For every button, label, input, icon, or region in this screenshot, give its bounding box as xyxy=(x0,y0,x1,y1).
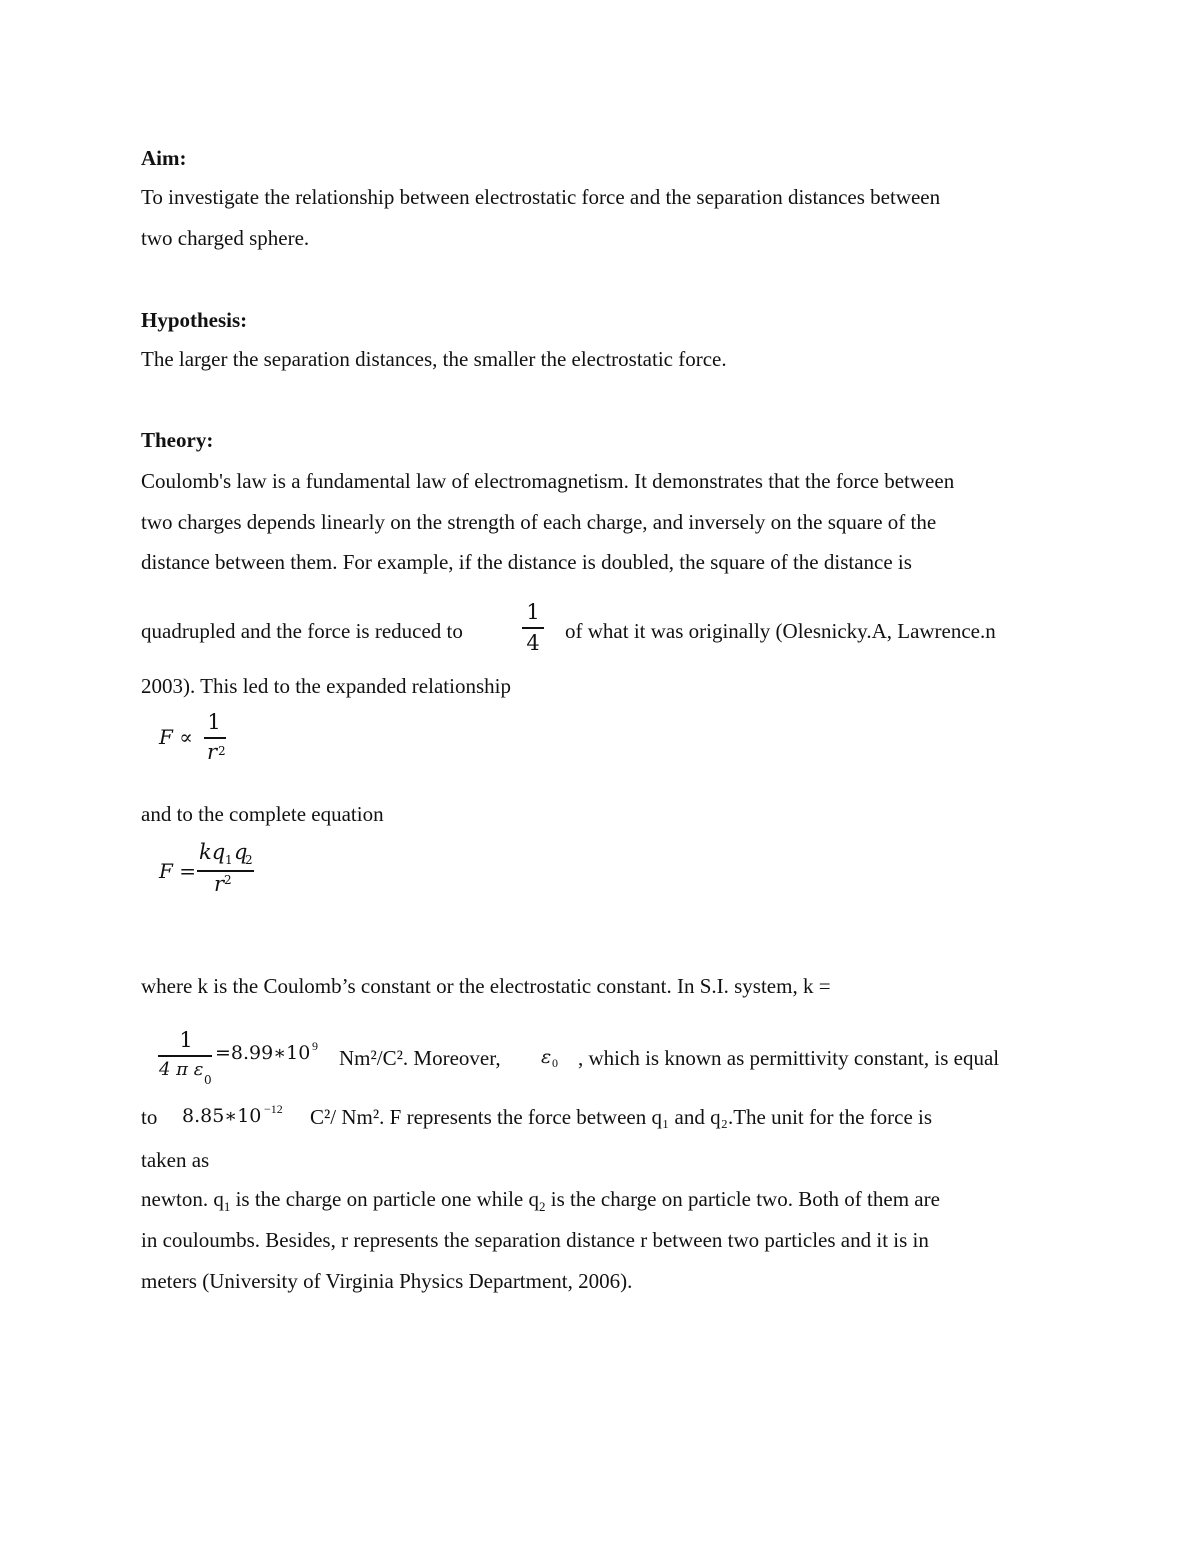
k-fraction-bar xyxy=(158,1055,212,1057)
theory-heading: Theory: xyxy=(141,428,214,452)
eq2-lhs: F = xyxy=(159,859,196,883)
line-11-part-b: is the charge on particle one while q xyxy=(230,1187,540,1211)
fraction-numerator: 1 xyxy=(526,600,540,624)
k-exponent: 9 xyxy=(312,1039,318,1053)
eq2-numerator-sub2: 2 xyxy=(245,853,253,867)
eq2-numerator-kq: kq xyxy=(199,840,226,864)
hypothesis-heading: Hypothesis: xyxy=(141,308,248,332)
k-value: =8.99∗10 xyxy=(215,1042,311,1064)
theory-text-line-3: distance between them. For example, if the distance is doubled, the square of the distance is xyxy=(141,550,912,574)
one-quarter-fraction xyxy=(518,602,548,654)
line-11-part-c: is the charge on particle two. Both of them are xyxy=(545,1187,940,1211)
eq2-fraction-bar xyxy=(197,870,254,872)
theory-text-line-2: two charges depends linearly on the strength of each charge, and inversely on the square of the xyxy=(141,510,937,534)
k-numerator: 1 xyxy=(179,1028,193,1052)
eq2-denominator: r xyxy=(214,872,225,896)
epsilon-symbol: ε xyxy=(541,1046,552,1068)
aim-heading: Aim: xyxy=(141,146,187,170)
eq1-exponent: 2 xyxy=(218,744,226,758)
k-fraction xyxy=(157,1030,215,1086)
eq1-denominator: r xyxy=(206,740,218,764)
theory-text-line-12: in couloumbs. Besides, r represents the separation distance r between two particles and it is in xyxy=(141,1228,929,1252)
theory-text-line-9: C²/ Nm². F represents the force between q₁ and q₂.The unit for the force is xyxy=(310,1105,933,1129)
theory-text-line-7: where k is the Coulomb’s constant or the electrostatic constant. In S.I. system, k = xyxy=(141,974,831,998)
theory-text-line-13: meters (University of Virginia Physics Department, 2006). xyxy=(141,1269,633,1293)
eq1-fraction-bar xyxy=(204,737,226,739)
eq2-fraction xyxy=(197,842,257,902)
k-denominator: 4 π ε xyxy=(159,1059,204,1080)
k-denominator-sub: 0 xyxy=(204,1073,212,1087)
eq2-exponent: 2 xyxy=(224,873,232,887)
eq1-numerator: 1 xyxy=(207,710,221,734)
eq2-numerator-sub1: 1 xyxy=(225,853,233,867)
epsilon-exponent: −12 xyxy=(264,1102,283,1116)
eq1-lhs: F ∝ xyxy=(159,725,193,749)
theory-text-line-5: 2003). This led to the expanded relationship xyxy=(141,674,511,698)
theory-text-line-11 xyxy=(141,1187,940,1215)
fraction-bar xyxy=(522,627,544,629)
theory-text-line-8: , which is known as permittivity constant, is equal xyxy=(578,1046,1000,1070)
line-11-part-a: newton. q xyxy=(141,1187,224,1211)
epsilon-value: 8.85∗10 xyxy=(182,1105,262,1127)
eq2-numerator-q: q xyxy=(234,840,248,864)
eq1-fraction xyxy=(201,712,231,768)
aim-text-line-2: two charged sphere. xyxy=(141,226,310,250)
line-11-sub-2: 2 xyxy=(539,1199,546,1215)
k-units-text: Nm²/C². Moreover, xyxy=(339,1046,501,1070)
epsilon-subscript: 0 xyxy=(552,1056,558,1070)
theory-text-line-6: and to the complete equation xyxy=(141,802,384,826)
theory-text-line-4a: quadrupled and the force is reduced to xyxy=(141,619,463,643)
to-word: to xyxy=(141,1105,158,1129)
fraction-denominator: 4 xyxy=(526,631,540,655)
aim-text-line-1: To investigate the relationship between electrostatic force and the separation distances between xyxy=(141,185,941,209)
line-11-sub-1: 1 xyxy=(223,1199,231,1215)
theory-text-line-4b: of what it was originally (Olesnicky.A, Lawrence.n xyxy=(565,619,996,643)
hypothesis-text: The larger the separation distances, the smaller the electrostatic force. xyxy=(141,347,727,371)
theory-text-line-1: Coulomb's law is a fundamental law of electromagnetism. It demonstrates that the force between xyxy=(141,469,955,493)
theory-text-line-10: taken as xyxy=(141,1148,210,1172)
